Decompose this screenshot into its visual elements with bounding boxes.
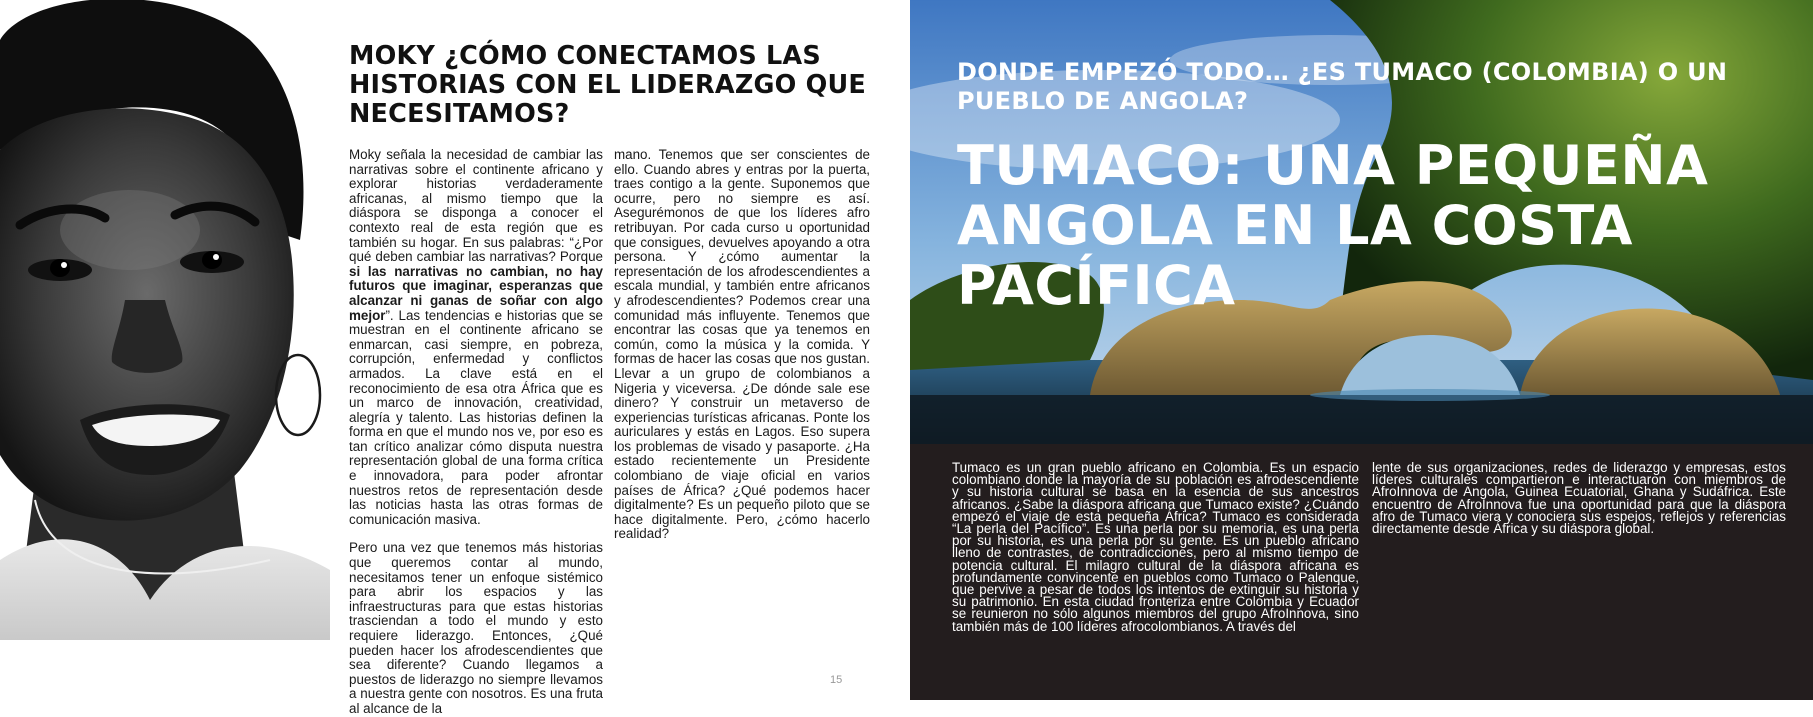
kicker-subtitle: DONDE EMPEZÓ TODO… ¿ES TUMACO (COLOMBIA) O UN PUEBLO DE ANGOLA? xyxy=(957,58,1728,115)
right-paragraph-2: lente de sus organizaciones, redes de liderazgo y empresas, estos líderes culturales compartieron e interactuaron con miembros de AfroInnova de Angola, Guinea Ecuatorial, Ghana y Sudáfrica. Este encuentro de AfroInnova fue una oportunidad para que la diáspora afro de Tumaco viera y conociera sus espejos, reflejos y referencias directamente desde África y su diáspora global. xyxy=(1372,460,1786,537)
page-number: 15 xyxy=(830,674,843,686)
main-headline: TUMACO: UNA PEQUEÑA ANGOLA EN LA COSTA PACÍFICA xyxy=(957,134,1709,317)
paragraph-1-text-b: ”. Las tendencias e historias que se muestran en el continente africano se enmarcan, casi siempre, en pobreza, corrupción, enfermedad y conflictos armados. La clave está en el reconocimiento de esa otra África que es un marco de innovación, creatividad, alegría y talento. Las historias definen la forma en que el mundo nos ve, por eso es tan crítico analizar cómo disputa nuestra representación global de una forma crítica e innovadora, para poder afrontar nuestros retos de representación desde las noticias hasta las otras formas de comunicación masiva. xyxy=(349,307,603,527)
right-body-column-1 xyxy=(952,462,1359,633)
body-column-1 xyxy=(349,148,603,717)
paragraph-1-bold-quote: si las narrativas no cambian, no hay futuros que imaginar, esperanzas que alcanzar ni ganas de soñar con algo mejor xyxy=(349,263,603,323)
body-paragraph-1 xyxy=(349,148,603,527)
body-column-2 xyxy=(614,148,870,542)
body-paragraph-3: mano. Tenemos que ser conscientes de ello. Cuando abres y entras por la puerta, traes contigo a la gente. Suponemos que ocurre, pero no siempre es así. Asegurémonos de que los líderes afro retribuyan. Por cada curso u oportunidad que consigues, devuelves apoyando a otra persona. Y ¿cómo aumentar la representación de los afrodescendientes a escala mundial, y también entre africanos y afrodescendientes? Podemos crear una comunidad más influyente. Tenemos que encontrar las cosas que ya tenemos en común, como la música y la comida. Y formas de hacer las cosas que nos gustan. Llevar a un grupo de colombianos a Nigeria y viceversa. ¿De dónde sale ese dinero? Y construir un metaverso de experiencias turísticas africanas. Ponte los auriculares y estás en Lagos. Eso supera los problemas de visado y pasaporte. ¿Ha estado recientemente un Presidente colombiano de viaje oficial en varios países de África? ¿Qué podemos hacer digitalmente? Es un pequeño piloto que se hace digitalmente. Pero, ¿cómo hacerlo realidad? xyxy=(614,147,870,542)
paragraph-1-text-a: Moky señala la necesidad de cambiar las narrativas sobre el continente africano y explorar historias verdaderamente africanas, al mismo tiempo que la diáspora se disponga a conocer el contexto real de esta región que es también su hogar. En sus palabras: “¿Por qué deben cambiar las narrativas? Porque xyxy=(349,147,603,265)
right-body-column-2 xyxy=(1372,462,1786,535)
right-page xyxy=(910,0,1813,700)
body-paragraph-2: Pero una vez que tenemos más historias que queremos contar al mundo, necesitamos tener un enfoque sistémico para abrir los espacios y las infraestructuras para que estas historias trasciendan a todo el mundo y esto requiere liderazgo. Entonces, ¿Qué pueden hacer los afrodescendientes que sea diferente? Cuando llegamos a puestos de liderazgo no siempre llevamos a nuestra gente con nosotros. Es una fruta al alcance de la xyxy=(349,540,603,716)
article-title: MOKY ¿CÓMO CONECTAMOS LAS HISTORIAS CON EL LIDERAZGO QUE NECESITAMOS? xyxy=(349,41,866,129)
portrait-photo xyxy=(0,0,330,640)
right-paragraph-1: Tumaco es un gran pueblo africano en Colombia. Es un espacio colombiano donde la mayoría de su población es afrodescendiente y su historia cultural se basa en la esencia de sus ancestros africanos. ¿Sabe la diáspora africana que Tumaco existe? ¿Cuándo empezó el viaje de esta pequeña África? Tumaco es considerada “La perla del Pacífico”. Es una perla por su memoria, es una perla por su historia, es una perla por su gente. Es un pueblo africano lleno de contrastes, de contradicciones, pero al mismo tiempo de potencia cultural. El milagro cultural de la diáspora africana es profundamente convincente en pueblos como Tumaco o Palenque, que pervive a pesar de todos los intentos de extinguir su historia y su patrimonio. En esta ciudad fronteriza entre Colombia y Ecuador se reunieron no sólo algunos miembros del grupo AfroInnova, sino también más de 100 líderes afrocolombianos. A través del xyxy=(952,460,1359,634)
